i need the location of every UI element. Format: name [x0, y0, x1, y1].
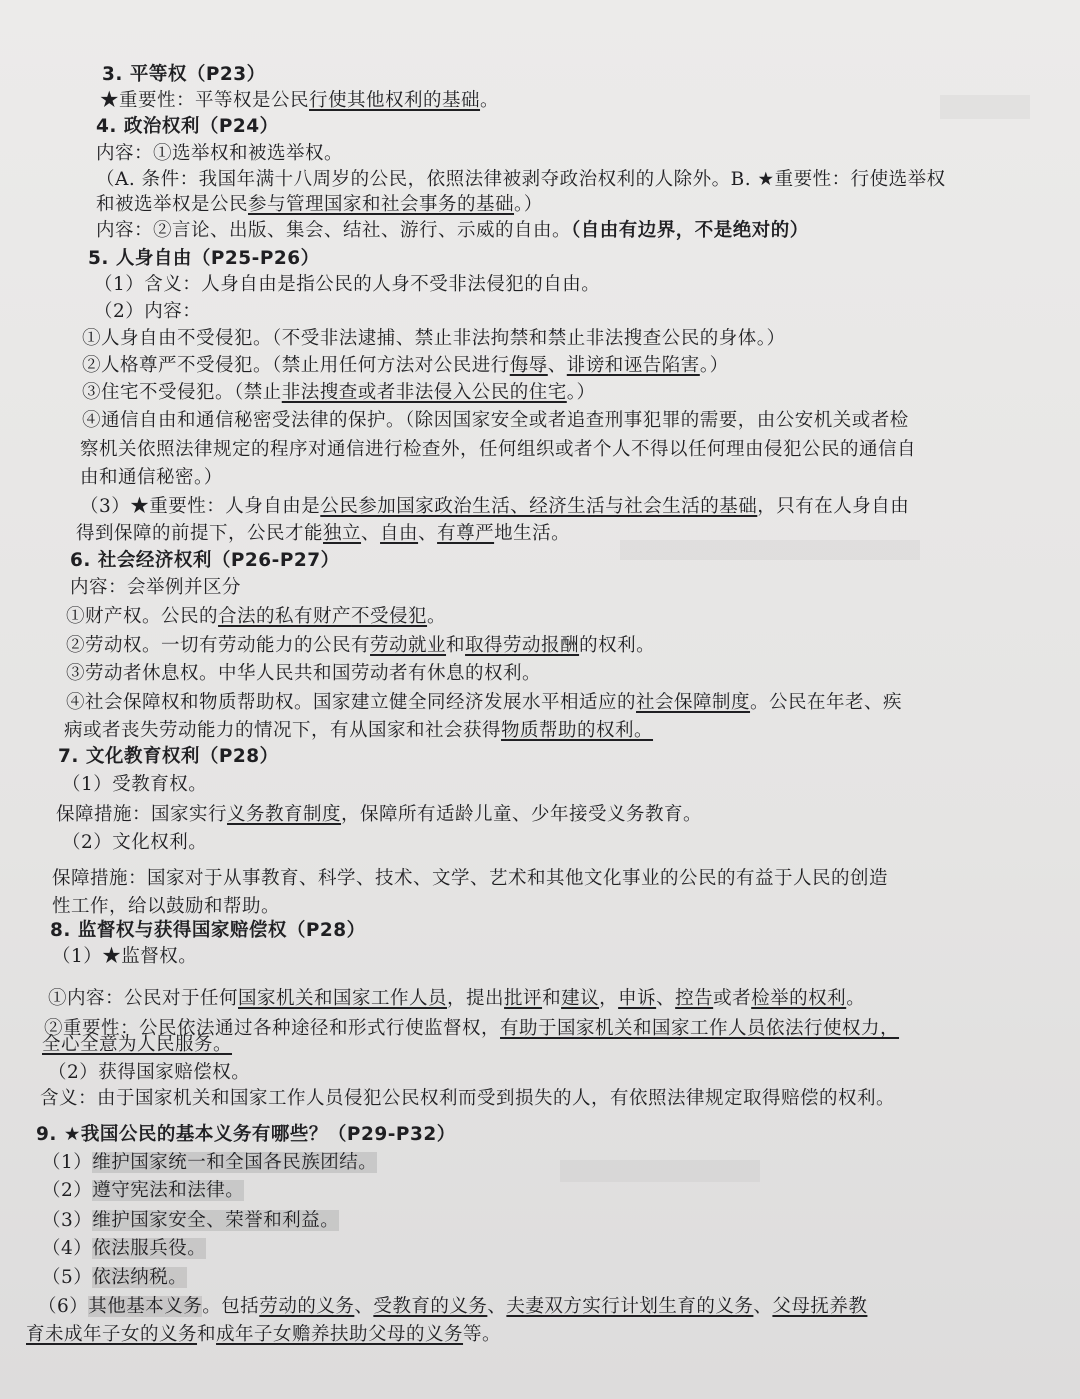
text-line: 病或者丧失劳动能力的情况下，有从国家和社会获得物质帮助的权利。	[64, 720, 654, 741]
list-item: （2）遵守宪法和法律。	[42, 1180, 245, 1201]
heading-basic-obligations: 9. ★我国公民的基本义务有哪些？（P29-P32）	[36, 1124, 456, 1145]
text-line: ④通信自由和通信秘密受法律的保护。（除因国家安全或者追查刑事犯罪的需要，由公安机关或者检	[82, 410, 909, 431]
list-item: （5）依法纳税。	[42, 1267, 188, 1288]
list-item-continued: 育未成年子女的义务和成年子女赡养扶助父母的义务等。	[26, 1324, 502, 1345]
text-line: 保障措施：国家实行义务教育制度，保障所有适龄儿童、少年接受义务教育。	[56, 804, 703, 825]
list-item: （4）依法服兵役。	[42, 1238, 207, 1259]
text-line: 性工作，给以鼓励和帮助。	[52, 896, 281, 917]
text-line: 含义：由于国家机关和国家工作人员侵犯公民权利而受到损失的人，有依照法律规定取得赔偿的权利。	[40, 1088, 896, 1109]
bleed-through-mark	[560, 1160, 760, 1182]
heading-supervision-compensation: 8. 监督权与获得国家赔偿权（P28）	[50, 920, 366, 941]
heading-cultural-education-rights: 7. 文化教育权利（P28）	[58, 746, 279, 767]
text-line: ①人身自由不受侵犯。（不受非法逮捕、禁止非法拘禁和禁止非法搜查公民的身体。）	[82, 328, 786, 349]
text-line: ①内容：公民对于任何国家机关和国家工作人员，提出批评和建议，申诉、控告或者检举的权利。	[48, 988, 866, 1009]
text-line: ②人格尊严不受侵犯。（禁止用任何方法对公民进行侮辱、诽谤和诬告陷害。）	[82, 355, 729, 376]
text-line: ②重要性：公民依法通过各种途径和形式行使监督权，有助于国家机关和国家工作人员依法行使权力，	[44, 1018, 900, 1039]
text-line: ③劳动者休息权。中华人民共和国劳动者有休息的权利。	[66, 663, 542, 684]
text-line: 察机关依照法律规定的程序对通信进行检查外，任何组织或者个人不得以任何理由侵犯公民的通信自	[80, 439, 917, 460]
text-line: ④社会保障权和物质帮助权。国家建立健全同经济发展水平相适应的社会保障制度。公民在年老、疾	[66, 692, 903, 713]
text-line: 和被选举权是公民参与管理国家和社会事务的基础。）	[96, 194, 543, 215]
heading-equality: 3. 平等权（P23）	[102, 64, 266, 85]
text-line: ①财产权。公民的合法的私有财产不受侵犯。	[66, 606, 447, 627]
heading-political-rights: 4. 政治权利（P24）	[96, 116, 279, 137]
bleed-through-mark	[620, 540, 920, 560]
text-line: 得到保障的前提下，公民才能独立、自由、有尊严地生活。	[76, 523, 571, 544]
list-item: （1）维护国家统一和全国各民族团结。	[42, 1152, 378, 1173]
heading-personal-freedom: 5. 人身自由（P25-P26）	[88, 248, 320, 269]
text-line: ③住宅不受侵犯。（禁止非法搜查或者非法侵入公民的住宅。）	[82, 382, 596, 403]
text-line: 全心全意为人民服务。	[42, 1034, 233, 1055]
list-item: （6）其他基本义务。包括劳动的义务、受教育的义务、夫妻双方实行计划生育的义务、父母抚养教	[38, 1296, 868, 1317]
text-line: （2）获得国家赔偿权。	[48, 1062, 251, 1083]
text-line: 内容：①选举权和被选举权。	[96, 143, 344, 164]
text-line: （1）受教育权。	[62, 774, 208, 795]
text-line: （1）含义：人身自由是指公民的人身不受非法侵犯的自由。	[94, 274, 601, 295]
text-line: ②劳动权。一切有劳动能力的公民有劳动就业和取得劳动报酬的权利。	[66, 635, 656, 656]
text-line: （3）★重要性：人身自由是公民参加国家政治生活、经济生活与社会生活的基础，只有在人身自由	[80, 496, 910, 517]
text-line: （1）★监督权。	[52, 946, 198, 967]
list-item: （3）维护国家安全、荣誉和利益。	[42, 1210, 340, 1231]
text-line: 内容：会举例并区分	[70, 577, 242, 598]
text-line: （2）内容：	[94, 301, 202, 322]
text-line: （2）文化权利。	[62, 832, 208, 853]
heading-socio-economic-rights: 6. 社会经济权利（P26-P27）	[70, 550, 340, 571]
bleed-through-mark	[940, 95, 1030, 119]
text-line: 由和通信秘密。）	[80, 467, 223, 488]
text-line: 内容：②言论、出版、集会、结社、游行、示威的自由。（自由有边界，不是绝对的）	[96, 220, 809, 241]
text-line: 保障措施：国家对于从事教育、科学、技术、文学、艺术和其他文化事业的公民的有益于人民的创造	[52, 868, 889, 889]
text-line: ★重要性：平等权是公民行使其他权利的基础。	[100, 90, 500, 111]
text-line: （A. 条件：我国年满十八周岁的公民，依照法律被剥夺政治权利的人除外。B. ★重要性：行使选举权	[96, 169, 946, 190]
